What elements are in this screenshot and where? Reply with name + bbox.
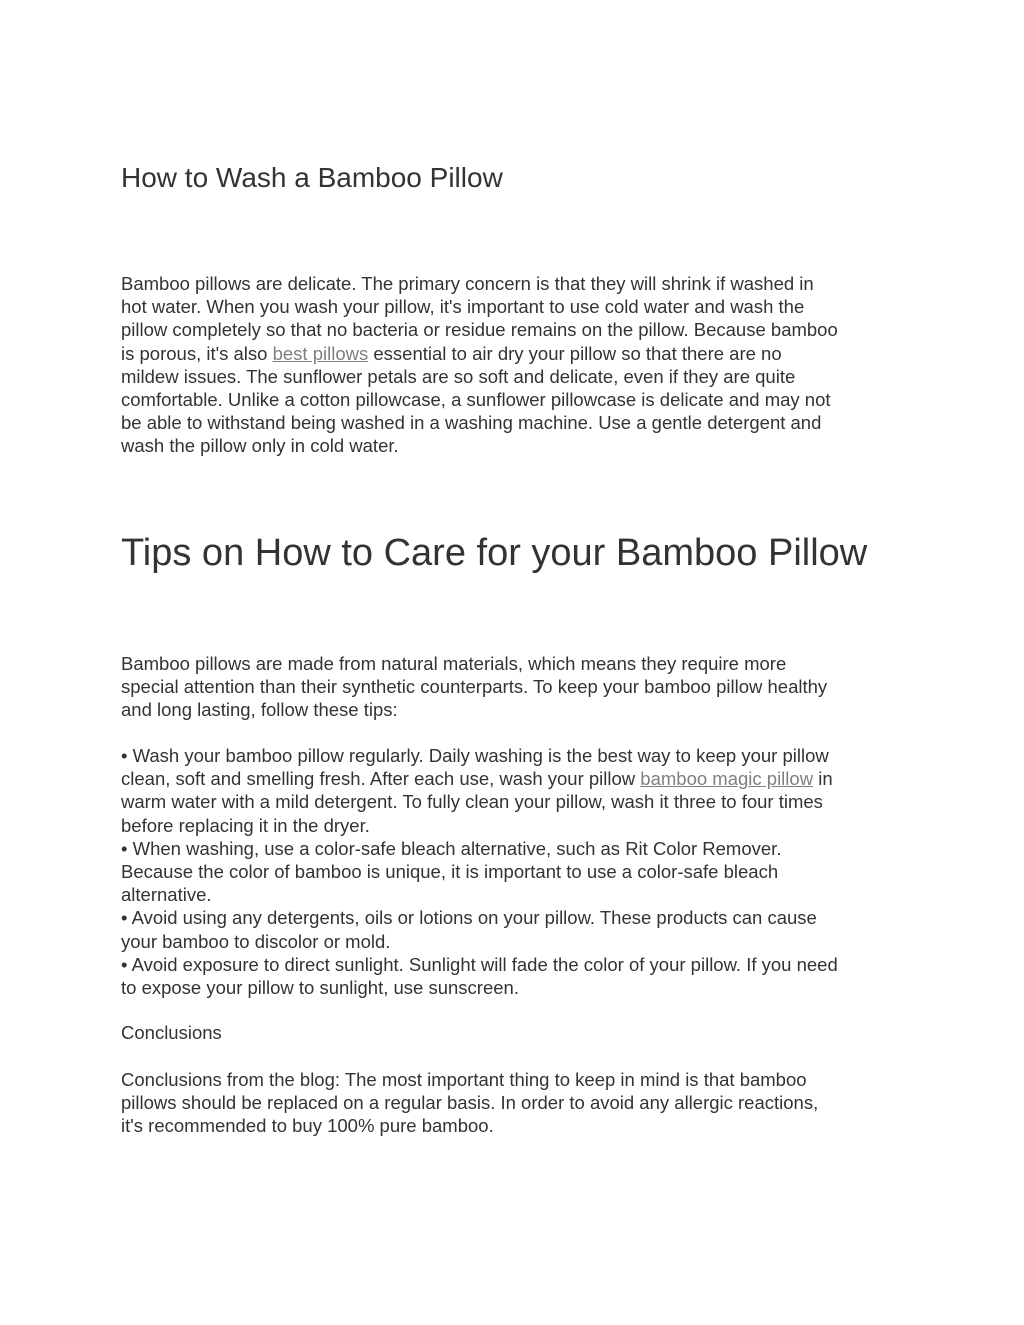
text-line: and long lasting, follow these tips: xyxy=(121,699,398,721)
care-tips-list xyxy=(121,744,911,999)
tip-line: • Avoid using any detergents, oils or lotions on your pillow. These products can cause xyxy=(121,907,817,929)
tip-line: • When washing, use a color-safe bleach alternative, such as Rit Color Remover. xyxy=(121,837,782,859)
text-line: comfortable. Unlike a cotton pillowcase, a sunflower pillowcase is delicate and may not xyxy=(121,389,831,411)
text-line-with-link xyxy=(121,342,911,365)
text-segment: essential to air dry your pillow so that there are no xyxy=(368,342,782,364)
care-intro-paragraph xyxy=(121,652,911,722)
text-line: pillow completely so that no bacteria or residue remains on the pillow. Because bamboo xyxy=(121,319,838,341)
text-line: special attention than their synthetic counterparts. To keep your bamboo pillow healthy xyxy=(121,676,828,698)
conclusions-heading xyxy=(121,1021,911,1044)
tip-line: Because the color of bamboo is unique, it is important to use a color-safe bleach xyxy=(121,861,779,883)
text-segment: is porous, it's also xyxy=(121,342,273,364)
text-line: pillows should be replaced on a regular basis. In order to avoid any allergic reactions, xyxy=(121,1092,819,1114)
text-line: wash the pillow only in cold water. xyxy=(121,435,399,457)
tip-line: to expose your pillow to sunlight, use sunscreen. xyxy=(121,977,519,999)
text-line: Bamboo pillows are made from natural materials, which means they require more xyxy=(121,653,787,674)
best-pillows-link[interactable]: best pillows xyxy=(272,342,369,364)
tip-line-with-link xyxy=(121,767,911,790)
text-line: Conclusions from the blog: The most important thing to keep in mind is that bamboo xyxy=(121,1069,807,1090)
text-line: it's recommended to buy 100% pure bamboo. xyxy=(121,1115,494,1137)
text-segment: clean, soft and smelling fresh. After each use, wash your pillow xyxy=(121,768,641,790)
text-line: hot water. When you wash your pillow, it's important to use cold water and wash the xyxy=(121,296,805,318)
text-line: be able to withstand being washed in a washing machine. Use a gentle detergent and xyxy=(121,412,822,434)
tip-line: alternative. xyxy=(121,884,212,906)
wash-section-title: How to Wash a Bamboo Pillow xyxy=(121,162,503,193)
tip-line: your bamboo to discolor or mold. xyxy=(121,930,391,952)
text-line: Conclusions xyxy=(121,1022,222,1043)
text-line: Bamboo pillows are delicate. The primary concern is that they will shrink if washed in xyxy=(121,273,814,294)
conclusions-paragraph xyxy=(121,1068,911,1138)
tip-line: • Avoid exposure to direct sunlight. Sunlight will fade the color of your pillow. If you need xyxy=(121,953,838,975)
bamboo-magic-pillow-link[interactable]: bamboo magic pillow xyxy=(640,768,814,790)
tip-line: before replacing it in the dryer. xyxy=(121,814,370,836)
tip-line: • Wash your bamboo pillow regularly. Daily washing is the best way to keep your pillow xyxy=(121,745,829,766)
text-segment: in xyxy=(813,768,833,790)
tip-line: warm water with a mild detergent. To fully clean your pillow, wash it three to four times xyxy=(121,791,823,813)
wash-section-paragraph xyxy=(121,272,911,458)
text-line: mildew issues. The sunflower petals are so soft and delicate, even if they are quite xyxy=(121,365,796,387)
care-section-title: Tips on How to Care for your Bamboo Pillow xyxy=(121,532,868,574)
